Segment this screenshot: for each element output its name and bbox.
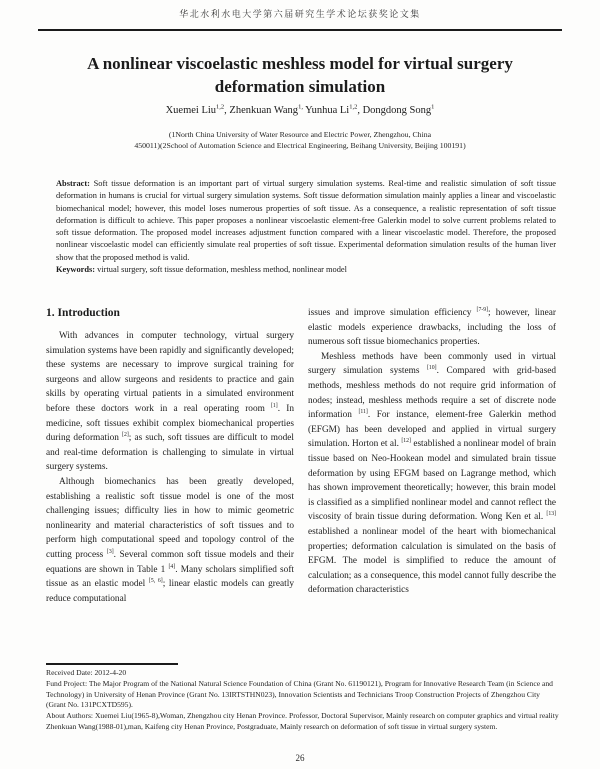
received-date: Received Date: 2012-4-20 bbox=[46, 668, 127, 677]
abstract-section bbox=[56, 178, 556, 276]
footnotes bbox=[46, 668, 560, 733]
paper-title-line2: deformation simulation bbox=[214, 77, 386, 96]
author-line: Xuemei Liu$^{1,2}$, Zhenkuan Wang$^{1,}$ Yunhua Li$^{1,2}$, Dongdong Song$^1$ bbox=[165, 103, 435, 116]
about-authors-2: Zhenkuan Wang(1988-01),man, Kaifeng city Henan Province, Postgraduate, Mainly research on deformation of soft tissue in virtual surgery system. bbox=[46, 721, 498, 731]
abstract-label: Abstract: bbox=[56, 179, 90, 188]
paper-title-line1: A nonlinear viscoelastic meshless model for virtual surgery bbox=[87, 54, 513, 73]
affiliation-line1: (1North China University of Water Resource and Electric Power, Zhengzhou, China bbox=[168, 130, 432, 139]
intro-paragraph-1: With advances in computer technology, virtual surgery simulation systems have been rapidly and significantly developed; these systems are necessary to improve surgical training for surgeons and allow surgeons and residents to practice and gain skills by operating virtual patients in a simulated environment before these doctors work in a real operating room [1]. In medicine, soft tissues exhibit complex biomechanical properties during deformation [2]; as such, soft tissues are difficult to model and real-time deformation is challenging to simulate in virtual surgery systems. bbox=[46, 331, 295, 473]
left-column bbox=[46, 306, 294, 606]
keywords-paragraph bbox=[56, 264, 556, 276]
about-authors-1: About Authors: Xuemei Liu(1965-8),Woman, Zhengzhou city Henan Province. Professor, Doctoral Supervisor, Mainly research on computer graphics and virtual reality bbox=[46, 711, 559, 721]
paper-title bbox=[40, 52, 560, 98]
footnote-rule bbox=[46, 663, 178, 665]
collection-header: 华北水利水电大学第六届研究生学术论坛获奖论文集 bbox=[179, 10, 421, 20]
intro-paragraph-3: Meshless methods have been commonly used in virtual surgery simulation systems [10]. Compared with grid-based methods, meshless methods do not require grid information of nodes; instead, meshless methods require a set of discrete node information [11]. For instance, element-free Galerkin method (EFGM) has been developed and applied in virtual surgery simulation. Horton et al. [12] established a nonlinear model of brain tissue based on Neo-Hookean model and simulated brain tissue deformation by using EFGM based on Lagrange method, which has shown improvement theoretically; however, this brain model is classified as a simplified nonlinear model and cannot reflect the viscosity of brain tissue during deformation. Wong Ken et al. [13] established a nonlinear model of the heart with biomechanical properties; deformation calculation is simulated on the basis of EFGM. The model is simplified to reduce the amount of calculation; as a consequence, this model cannot fully describe the deformation characteristics bbox=[308, 351, 556, 596]
fund-project: Fund Project: The Major Program of the National Natural Science Foundation of China (Grant No. 61190121), Program for Innovative Research Team (in Science and Technology) in University of Henan Province (Grant No. 13IRTSTHN023), Innovation Scientists and Technicians Troop Construction Projects of Zhengzhou City (Grant No. 131PCXTD595). bbox=[46, 678, 553, 710]
keywords-text: virtual surgery, soft tissue deformation, meshless method, nonlinear model bbox=[97, 265, 347, 275]
affiliation-line2: 450011)(2School of Automation Science and Electrical Engineering, Beihang University, Beijing 100191) bbox=[134, 140, 466, 150]
page-number: 26 bbox=[295, 753, 305, 763]
intro-paragraph-2-continued: issues and improve simulation efficiency [7-9]; however, linear elastic models experience drawbacks, including the loss of numerous soft tissue biomechanics properties. bbox=[308, 306, 557, 348]
section-heading-introduction: 1. Introduction bbox=[46, 307, 120, 319]
abstract-paragraph bbox=[56, 178, 556, 264]
keywords-label: Keywords: bbox=[56, 265, 96, 275]
abstract-text: Soft tissue deformation is an important part of virtual surgery simulation systems. Real-time and realistic simulation of soft tissue deformation in humans is crucial for virtual surgery simulation systems. Soft tissue deformation simulation mainly applies a linear and viscoelastic biomechanical model; however, this model loses numerous properties of soft tissue. As a consequence, a realistic representation of soft tissue deformation is difficult to achieve. This paper proposes a nonlinear viscoelastic element-free Galerkin model to solve current problems related to soft tissue deformation. The proposed model increases adjustment function compared with a linear viscoelastic model. Therefore, the proposed nonlinear viscoelastic model can efficiently simulate real properties of soft tissue. Experimental deformation simulation results of the human liver show that the proposed method is valid. bbox=[56, 179, 557, 262]
right-column bbox=[308, 306, 556, 606]
affiliations bbox=[40, 130, 560, 151]
intro-paragraph-2: Although biomechanics has been greatly developed, establishing a realistic soft tissue model is one of the most challenging issues; difficulty lies in how to mimic geometric nonlinearity and material characteristics of soft tissues and to perform high computational speed and topology control of the cutting process [3]. Several common soft tissue models and their equations are shown in Table 1 [4]. Many scholars simplified soft tissue as an elastic model [5, 6]; linear elastic models can greatly reduce computational bbox=[46, 476, 294, 604]
header-rule bbox=[38, 29, 562, 31]
two-column-body bbox=[46, 306, 556, 606]
